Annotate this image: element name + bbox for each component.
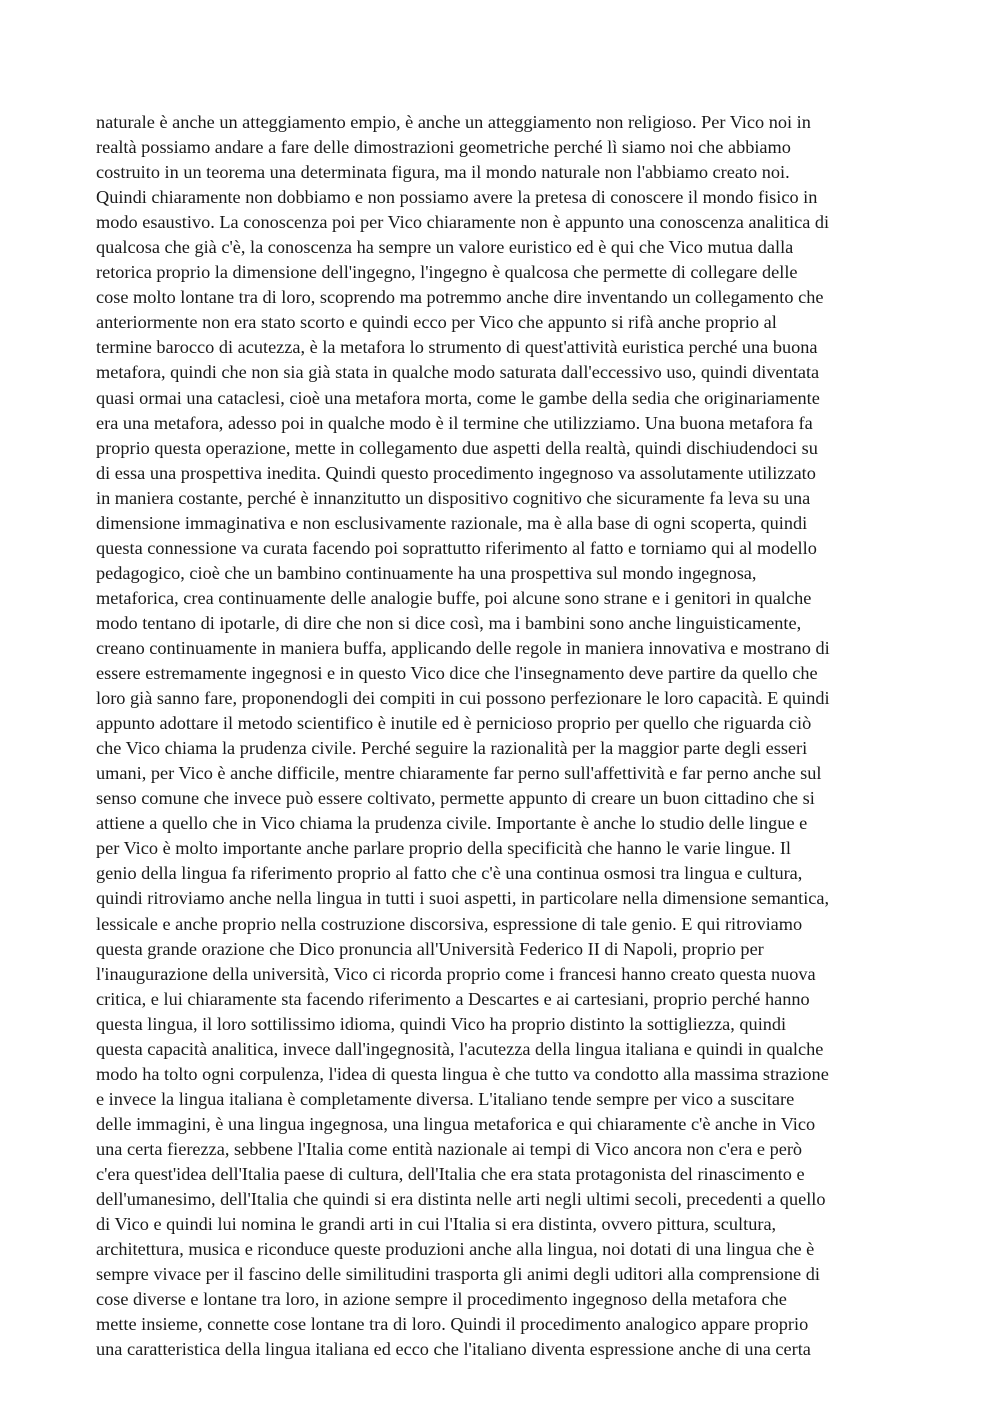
text-line: di essa una prospettiva inedita. Quindi questo procedimento ingegnoso va assolutamente utilizzato (96, 462, 816, 483)
text-line: che Vico chiama la prudenza civile. Perché seguire la razionalità per la maggior parte degli esseri (96, 738, 808, 759)
text-line: umani, per Vico è anche difficile, mentre chiaramente far perno sull'affettività e far perno anche sul (96, 763, 822, 784)
text-line: termine barocco di acutezza, è la metafora lo strumento di quest'attività euristica perché una buona (96, 337, 818, 358)
text-line: qualcosa che già c'è, la conoscenza ha sempre un valore euristico ed è qui che Vico mutua dalla (96, 237, 794, 258)
text-line: essere estremamente ingegnosi e in questo Vico dice che l'insegnamento deve partire da quello che (96, 663, 818, 684)
text-line: una certa fierezza, sebbene l'Italia come entità nazionale ai tempi di Vico ancora non c'era e però (96, 1138, 803, 1159)
text-line: e invece la lingua italiana è completamente diversa. L'italiano tende sempre per vico a suscitare (96, 1088, 795, 1109)
text-line: sempre vivace per il fascino delle similitudini trasporta gli animi degli uditori alla comprensione di (96, 1264, 820, 1285)
text-line: critica, e lui chiaramente sta facendo riferimento a Descartes e ai cartesiani, proprio perché hanno (96, 988, 810, 1009)
text-line: dell'umanesimo, dell'Italia che quindi si era distinta nelle arti negli ultimi secoli, precedenti a quello (96, 1189, 826, 1210)
text-line: delle immagini, è una lingua ingegnosa, una lingua metaforica e qui chiaramente c'è anche in Vico (96, 1113, 816, 1134)
text-line: metafora, quindi che non sia già stata in qualche modo saturata dall'eccessivo uso, quindi diventata (96, 362, 820, 383)
text-line: c'era quest'idea dell'Italia paese di cultura, dell'Italia che era stata protagonista del rinascimento e (96, 1163, 805, 1184)
text-line: pedagogico, cioè che un bambino continuamente ha una prospettiva sul mondo ingegnosa, (96, 562, 757, 583)
text-line: dimensione immaginativa e non esclusivamente razionale, ma è alla base di ogni scoperta, quindi (96, 512, 808, 533)
text-line: realtà possiamo andare a fare delle dimostrazioni geometriche perché lì siamo noi che abbiamo (96, 137, 791, 158)
text-line: mette insieme, connette cose lontane tra di loro. Quindi il procedimento analogico appare proprio (96, 1314, 809, 1335)
text-line: attiene a quello che in Vico chiama la prudenza civile. Importante è anche lo studio delle lingue e (96, 813, 808, 834)
text-line: questa lingua, il loro sottilissimo idioma, quindi Vico ha proprio distinto la sottigliezza, quindi (96, 1013, 787, 1034)
text-line: modo ha tolto ogni corpulenza, l'idea di questa lingua è che tutto va condotto alla massima strazione (96, 1063, 829, 1084)
text-line: modo tentano di ipotarle, di dire che non si dice così, ma i bambini sono anche linguisticamente, (96, 612, 802, 633)
text-line: quasi ormai una cataclesi, cioè una metafora morta, come le gambe della sedia che originariamente (96, 387, 820, 408)
text-line: proprio questa operazione, mette in collegamento due aspetti della realtà, quindi dischiudendoci su (96, 437, 818, 458)
text-line: cose diverse e lontane tra loro, in azione sempre il procedimento ingegnoso della metafora che (96, 1289, 787, 1310)
text-line: appunto adottare il metodo scientifico è inutile ed è pernicioso proprio per quello che riguarda ciò (96, 713, 812, 734)
text-line: quindi ritroviamo anche nella lingua in tutti i suoi aspetti, in particolare nella dimensione semantica, (96, 888, 830, 909)
text-line: era una metafora, adesso poi in qualche modo è il termine che utilizziamo. Una buona metafora fa (96, 412, 813, 433)
text-line: in maniera costante, perché è innanzitutto un dispositivo cognitivo che sicuramente fa leva su una (96, 487, 811, 508)
text-line: una caratteristica della lingua italiana ed ecco che l'italiano diventa espressione anche di una certa (96, 1339, 811, 1360)
text-line: anteriormente non era stato scorto e quindi ecco per Vico che appunto si rifà anche proprio al (96, 312, 777, 333)
text-line: creano continuamente in maniera buffa, applicando delle regole in maniera innovativa e mostrano di (96, 637, 830, 658)
body-text (96, 110, 926, 1362)
text-line: retorica proprio la dimensione dell'ingegno, l'ingegno è qualcosa che permette di collegare delle (96, 262, 798, 283)
text-line: senso comune che invece può essere coltivato, permette appunto di creare un buon cittadino che si (96, 788, 815, 809)
text-line: lessicale e anche proprio nella costruzione discorsiva, espressione di tale genio. E qui ritroviamo (96, 913, 803, 934)
text-line: costruito in un teorema una determinata figura, ma il mondo naturale non l'abbiamo creato noi. (96, 162, 790, 183)
text-line: metaforica, crea continuamente delle analogie buffe, poi alcune sono strane e i genitori in qualche (96, 587, 812, 608)
text-line: di Vico e quindi lui nomina le grandi arti in cui l'Italia si era distinta, ovvero pittura, scultura, (96, 1214, 777, 1235)
text-line: questa grande orazione che Dico pronuncia all'Università Federico II di Napoli, proprio per (96, 938, 764, 959)
text-line: architettura, musica e riconduce queste produzioni anche alla lingua, noi dotati di una lingua che è (96, 1239, 815, 1260)
text-line: questa connessione va curata facendo poi soprattutto riferimento al fatto e torniamo qui al modello (96, 537, 817, 558)
text-line: per Vico è molto importante anche parlare proprio della specificità che hanno le varie lingue. Il (96, 838, 791, 859)
text-line: loro già sanno fare, proponendogli dei compiti in cui possono perfezionare le loro capacità. E quindi (96, 688, 830, 709)
text-line: Quindi chiaramente non dobbiamo e non possiamo avere la pretesa di conoscere il mondo fisico in (96, 187, 818, 208)
text-line: l'inaugurazione della università, Vico ci ricorda proprio come i francesi hanno creato questa nuova (96, 963, 816, 984)
text-line: questa capacità analitica, invece dall'ingegnosità, l'acutezza della lingua italiana e quindi in qualche (96, 1038, 824, 1059)
text-line: modo esaustivo. La conoscenza poi per Vico chiaramente non è appunto una conoscenza analitica di (96, 212, 830, 233)
text-line: cose molto lontane tra di loro, scoprendo ma potremmo anche dire inventando un collegamento che (96, 287, 824, 308)
text-line: naturale è anche un atteggiamento empio, è anche un atteggiamento non religioso. Per Vico noi in (96, 112, 811, 132)
text-line: genio della lingua fa riferimento proprio al fatto che c'è una continua osmosi tra lingua e cultura, (96, 863, 803, 884)
